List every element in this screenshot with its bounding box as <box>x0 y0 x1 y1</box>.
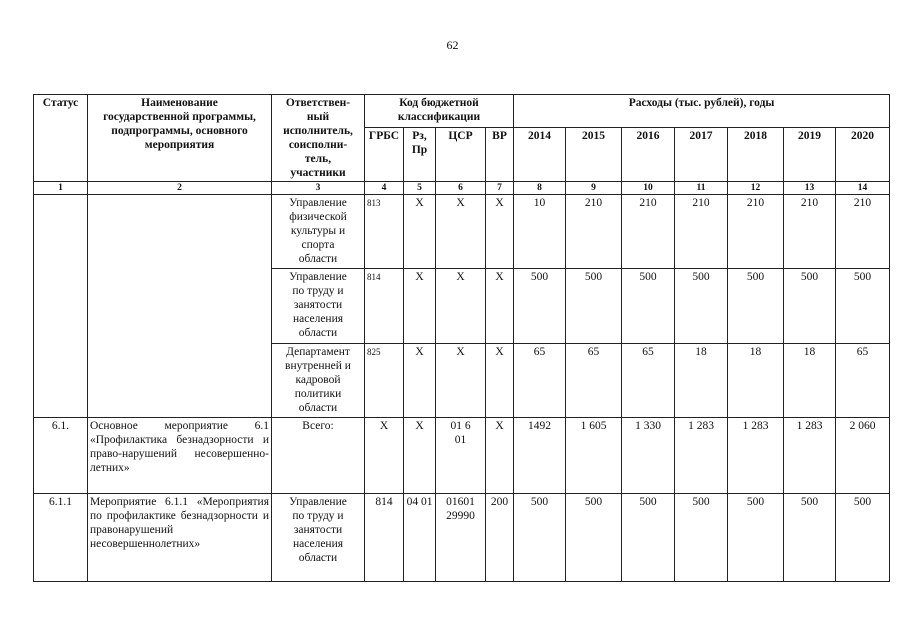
csr-cell: 01 6 01 <box>436 418 486 494</box>
csr-cell: 01601 29990 <box>436 494 486 582</box>
rz-cell: 04 01 <box>404 494 436 582</box>
value-cell: 18 <box>784 344 836 418</box>
value-cell: 210 <box>836 195 890 269</box>
value-cell: 210 <box>566 195 622 269</box>
responsible-cell: Управление физической культуры и спорта области <box>272 195 365 269</box>
name-cell: Основное мероприятие 6.1 «Профилактика безнадзорности и право-нарушений несовершенно-летних» <box>88 418 272 494</box>
value-cell: 210 <box>622 195 675 269</box>
header-year: 2015 <box>566 128 622 182</box>
value-cell: 1 283 <box>784 418 836 494</box>
grbs-cell: 814 <box>365 494 404 582</box>
column-numbers-row <box>34 182 890 195</box>
value-cell: 500 <box>836 269 890 344</box>
value-cell: 1 283 <box>728 418 784 494</box>
header-vr: ВР <box>486 128 514 182</box>
column-number: 3 <box>272 182 365 195</box>
header-year: 2017 <box>675 128 728 182</box>
rz-cell: X <box>404 418 436 494</box>
column-number: 12 <box>728 182 784 195</box>
column-number: 10 <box>622 182 675 195</box>
table-row <box>34 418 890 494</box>
column-number: 1 <box>34 182 88 195</box>
header-expenses: Расходы (тыс. рублей), годы <box>514 95 890 128</box>
value-cell: 500 <box>622 494 675 582</box>
column-number: 8 <box>514 182 566 195</box>
header-responsible: Ответствен- ный исполнитель, соисполни- тель, участники <box>272 95 365 182</box>
value-cell: 500 <box>784 494 836 582</box>
column-number: 11 <box>675 182 728 195</box>
value-cell: 1 330 <box>622 418 675 494</box>
status-cell <box>34 195 88 418</box>
status-cell: 6.1.1 <box>34 494 88 582</box>
vr-cell: X <box>486 195 514 269</box>
value-cell: 210 <box>675 195 728 269</box>
header-grbs: ГРБС <box>365 128 404 182</box>
column-number: 14 <box>836 182 890 195</box>
value-cell: 2 060 <box>836 418 890 494</box>
name-cell <box>88 195 272 418</box>
header-name: Наименование государственной программы, подпрограммы, основного мероприятия <box>88 95 272 182</box>
value-cell: 65 <box>566 344 622 418</box>
csr-cell: X <box>436 344 486 418</box>
column-number: 2 <box>88 182 272 195</box>
grbs-cell: X <box>365 418 404 494</box>
grbs-cell: 813 <box>365 195 404 269</box>
header-status: Статус <box>34 95 88 182</box>
column-number: 4 <box>365 182 404 195</box>
header-year: 2016 <box>622 128 675 182</box>
status-cell: 6.1. <box>34 418 88 494</box>
value-cell: 18 <box>675 344 728 418</box>
page-number: 62 <box>446 38 459 52</box>
value-cell: 500 <box>675 494 728 582</box>
value-cell: 500 <box>728 269 784 344</box>
name-cell: Мероприятие 6.1.1 «Мероприятия по профилактике безнадзорности и правонарушений несовершеннолетних» <box>88 494 272 582</box>
vr-cell: X <box>486 418 514 494</box>
value-cell: 500 <box>784 269 836 344</box>
column-number: 5 <box>404 182 436 195</box>
value-cell: 10 <box>514 195 566 269</box>
value-cell: 65 <box>836 344 890 418</box>
table-row <box>34 195 890 269</box>
header-year: 2014 <box>514 128 566 182</box>
column-number: 9 <box>566 182 622 195</box>
header-year: 2019 <box>784 128 836 182</box>
vr-cell: X <box>486 344 514 418</box>
rz-cell: X <box>404 195 436 269</box>
csr-cell: X <box>436 269 486 344</box>
column-number: 13 <box>784 182 836 195</box>
csr-cell: X <box>436 195 486 269</box>
budget-table <box>33 94 890 582</box>
value-cell: 1 283 <box>675 418 728 494</box>
responsible-cell: Управление по труду и занятости населения области <box>272 269 365 344</box>
vr-cell: 200 <box>486 494 514 582</box>
value-cell: 500 <box>566 494 622 582</box>
header-rz: Рз, Пр <box>404 128 436 182</box>
vr-cell: X <box>486 269 514 344</box>
responsible-cell: Управление по труду и занятости населения области <box>272 494 365 582</box>
value-cell: 18 <box>728 344 784 418</box>
value-cell: 500 <box>566 269 622 344</box>
value-cell: 500 <box>728 494 784 582</box>
value-cell: 500 <box>622 269 675 344</box>
table-row <box>34 494 890 582</box>
value-cell: 65 <box>622 344 675 418</box>
value-cell: 500 <box>514 494 566 582</box>
responsible-cell: Департамент внутренней и кадровой политики области <box>272 344 365 418</box>
grbs-cell: 814 <box>365 269 404 344</box>
value-cell: 65 <box>514 344 566 418</box>
value-cell: 210 <box>728 195 784 269</box>
rz-cell: X <box>404 269 436 344</box>
responsible-cell: Всего: <box>272 418 365 494</box>
value-cell: 500 <box>836 494 890 582</box>
value-cell: 500 <box>514 269 566 344</box>
header-year: 2020 <box>836 128 890 182</box>
value-cell: 1492 <box>514 418 566 494</box>
value-cell: 500 <box>675 269 728 344</box>
header-year: 2018 <box>728 128 784 182</box>
header-budget-code: Код бюджетной классификации <box>365 95 514 128</box>
rz-cell: X <box>404 344 436 418</box>
value-cell: 210 <box>784 195 836 269</box>
grbs-cell: 825 <box>365 344 404 418</box>
column-number: 6 <box>436 182 486 195</box>
value-cell: 1 605 <box>566 418 622 494</box>
column-number: 7 <box>486 182 514 195</box>
header-csr: ЦСР <box>436 128 486 182</box>
